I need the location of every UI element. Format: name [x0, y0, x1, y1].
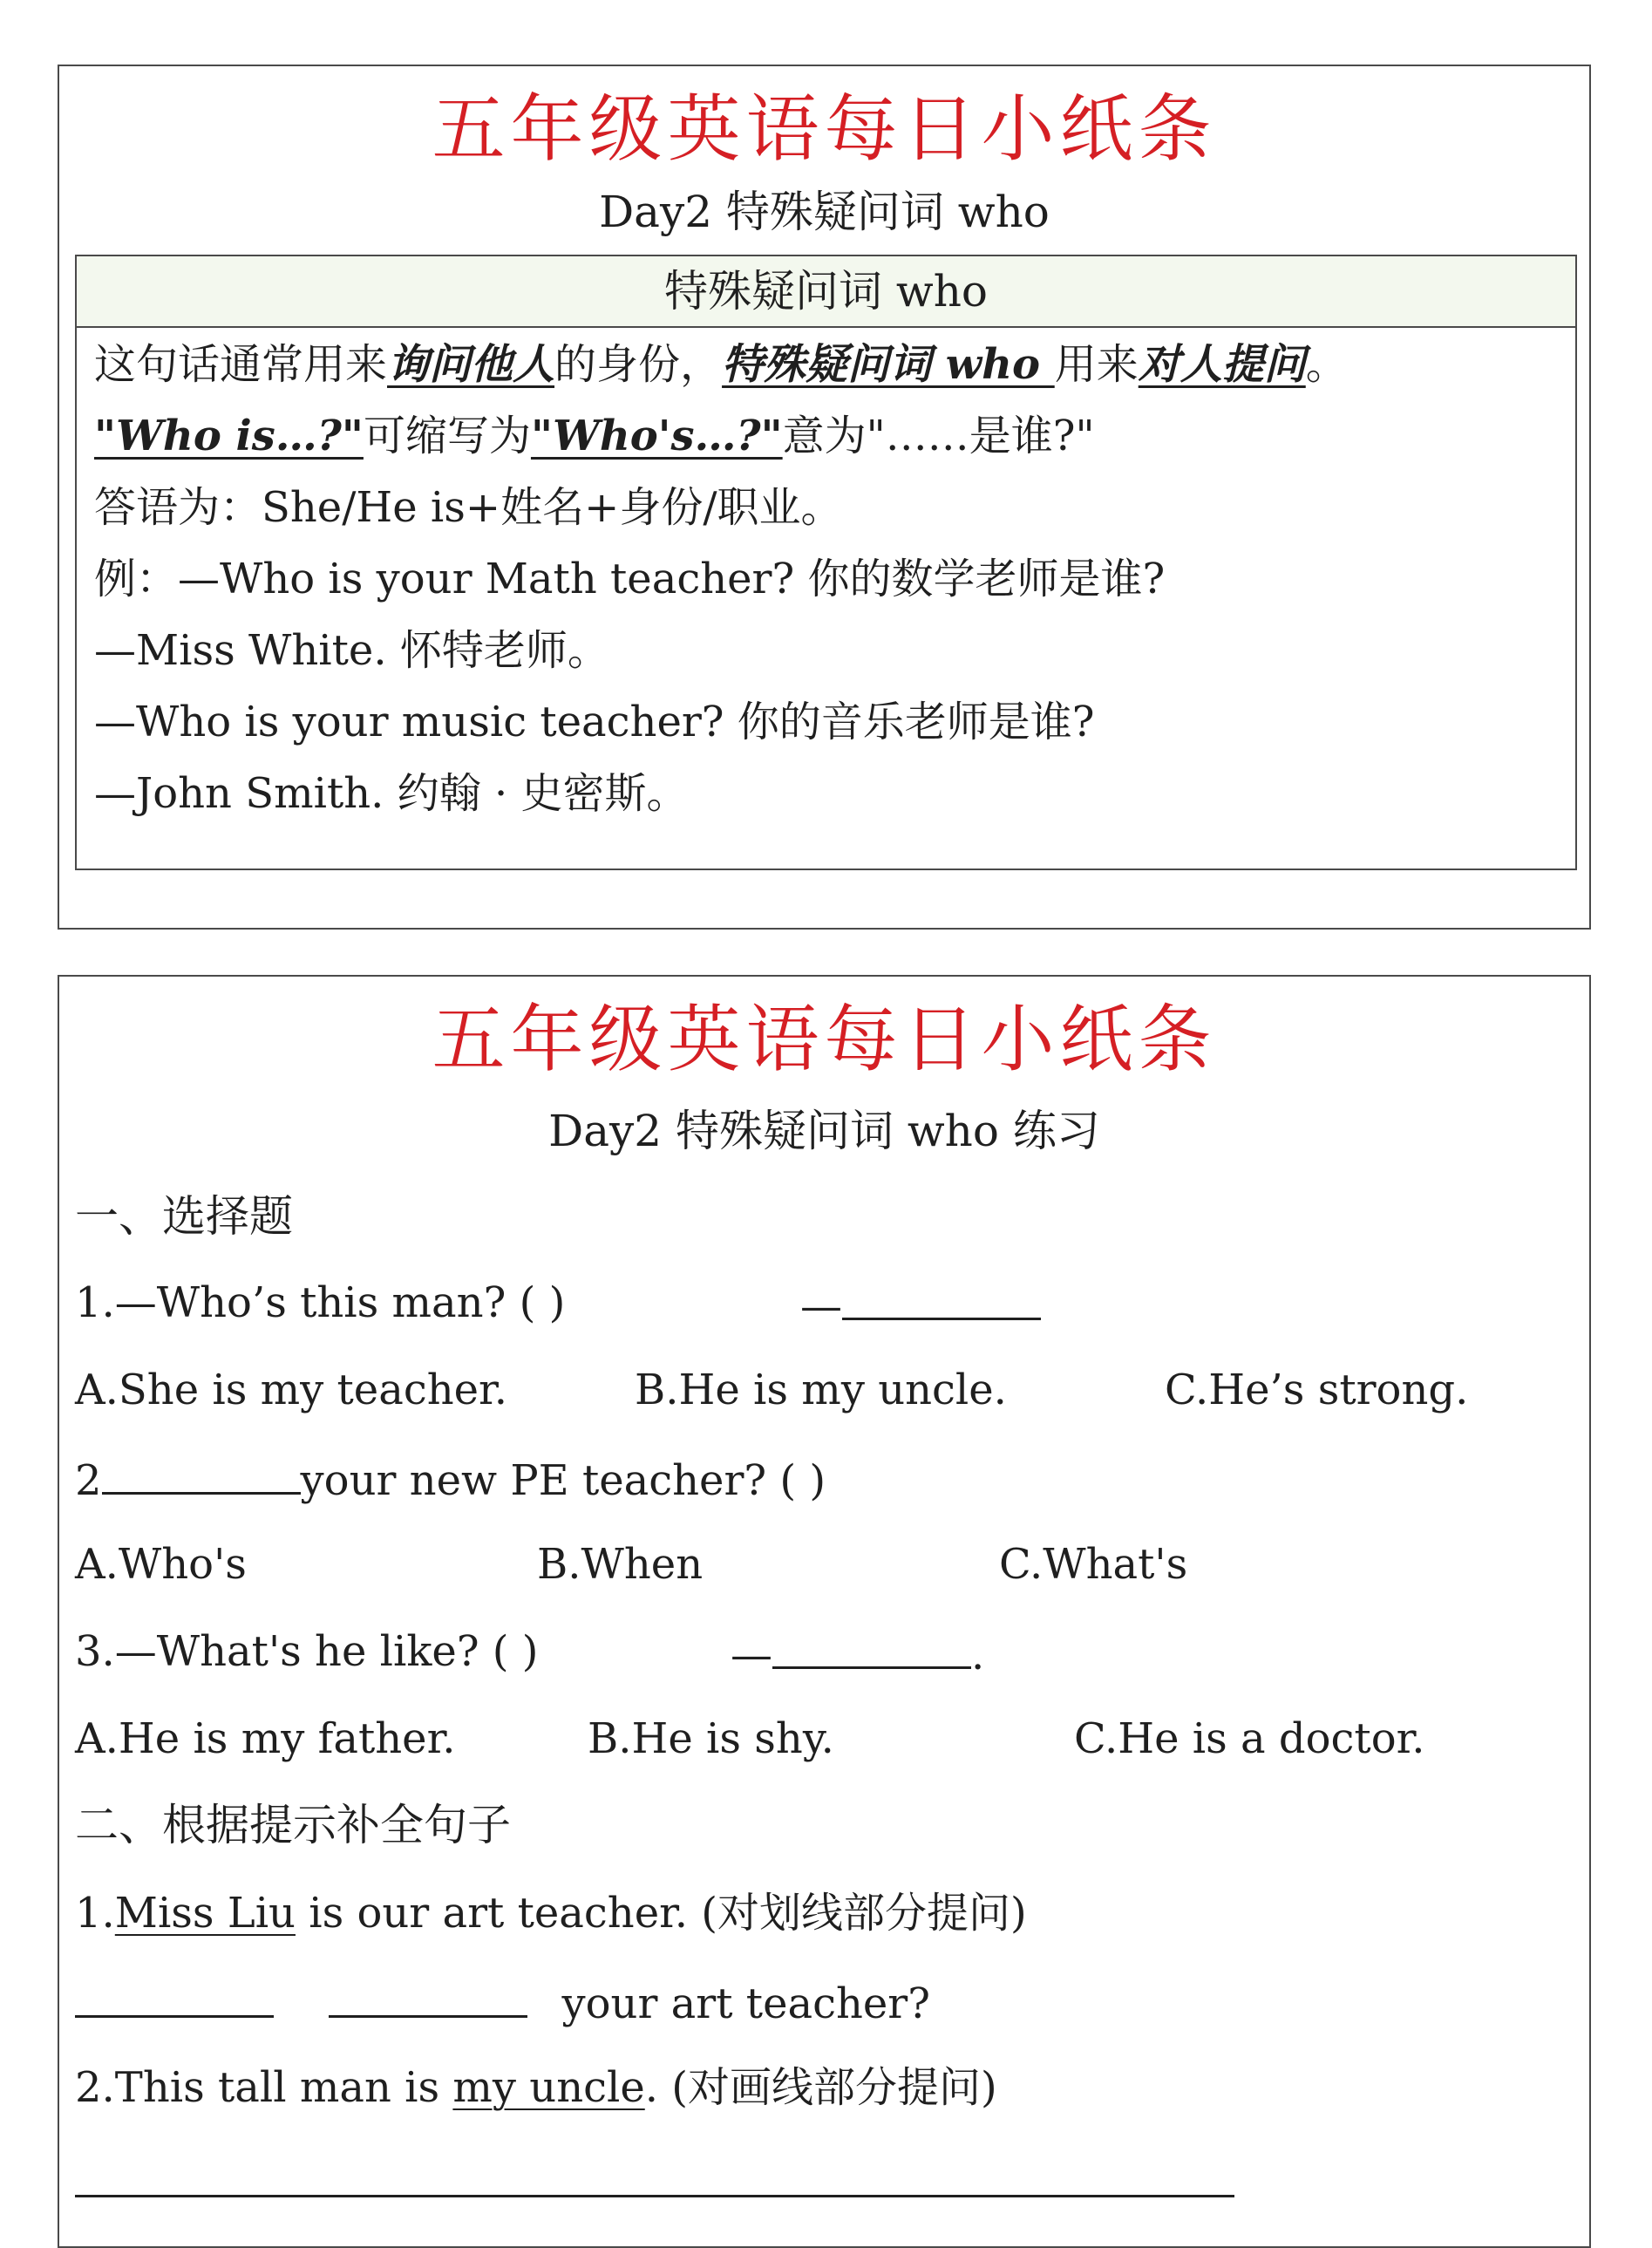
question-2: 2 your new PE teacher? ( ) [75, 1456, 826, 1505]
rule-line-1: 这句话通常用来询问他人的身份，特殊疑问词 who 用来对人提问。 [94, 340, 1348, 389]
highlight-ask-person: 对人提问 [1138, 340, 1306, 389]
sentence-2: 2.This tall man is my uncle. (对画线部分提问) [75, 2063, 997, 2112]
q2-option-c: C.What's [999, 1540, 1188, 1589]
sentence-1-answer: your art teacher? [75, 1979, 930, 2025]
section-multiple-choice: 一、选择题 [75, 1191, 293, 1242]
q1-option-c: C.He’s strong. [1165, 1366, 1469, 1414]
example-q1: 例：—Who is your Math teacher? 你的数学老师是谁? [94, 555, 1166, 603]
q1-option-a: A.She is my teacher. [75, 1366, 507, 1414]
card-subtitle: Day2 特殊疑问词 who [599, 187, 1050, 237]
card-subtitle: Day2 特殊疑问词 who 练习 [548, 1106, 1100, 1156]
question-1: 1.—Who’s this man? ( ) [75, 1278, 566, 1327]
q2-option-b: B.When [537, 1540, 704, 1589]
example-a2: —John Smith. 约翰 · 史密斯。 [94, 769, 689, 818]
highlight-who: 特殊疑问词 who [722, 340, 1055, 389]
rule-heading: 特殊疑问词 who [77, 256, 1575, 328]
q3-option-a: A.He is my father. [75, 1714, 456, 1763]
section-complete-sentences: 二、根据提示补全句子 [75, 1800, 511, 1850]
question-1-reply: — [800, 1282, 1041, 1327]
q3-option-c: C.He is a doctor. [1074, 1714, 1425, 1763]
q3-option-b: B.He is shy. [588, 1714, 834, 1763]
answer-blank[interactable] [329, 1979, 527, 2018]
sentence-2-answer [75, 2159, 1234, 2204]
lesson-card [58, 65, 1591, 930]
answer-blank[interactable] [75, 1979, 274, 2018]
answer-blank[interactable] [772, 1631, 971, 1669]
q1-option-b: B.He is my uncle. [635, 1366, 1007, 1414]
underlined-phrase: Miss Liu [114, 1889, 296, 1938]
question-3-reply: — . [731, 1631, 985, 1679]
answer-blank[interactable] [842, 1282, 1041, 1320]
answer-format: 答语为：She/He is+姓名+身份/职业。 [94, 483, 843, 532]
rule-line-2: "Who is…?"可缩写为"Who's…?"意为"……是谁?" [94, 412, 1095, 460]
card-title: 五年级英语每日小纸条 [432, 997, 1217, 1082]
example-a1: —Miss White. 怀特老师。 [94, 626, 609, 675]
card-title: 五年级英语每日小纸条 [432, 86, 1217, 172]
example-q2: —Who is your music teacher? 你的音乐老师是谁? [94, 698, 1095, 746]
rule-box [75, 255, 1577, 870]
q2-option-a: A.Who's [75, 1540, 247, 1589]
highlight-whos: "Who's…?" [530, 412, 783, 460]
sentence-1: 1.Miss Liu is our art teacher. (对划线部分提问) [75, 1889, 1027, 1938]
question-3: 3.—What's he like? ( ) [75, 1627, 539, 1676]
answer-blank[interactable] [75, 2159, 1234, 2197]
highlight-who-is: "Who is…?" [94, 412, 364, 460]
underlined-phrase: my uncle [452, 2063, 645, 2112]
highlight-ask-others: 询问他人 [387, 340, 555, 389]
practice-card [58, 975, 1591, 2248]
answer-blank[interactable] [102, 1456, 301, 1495]
